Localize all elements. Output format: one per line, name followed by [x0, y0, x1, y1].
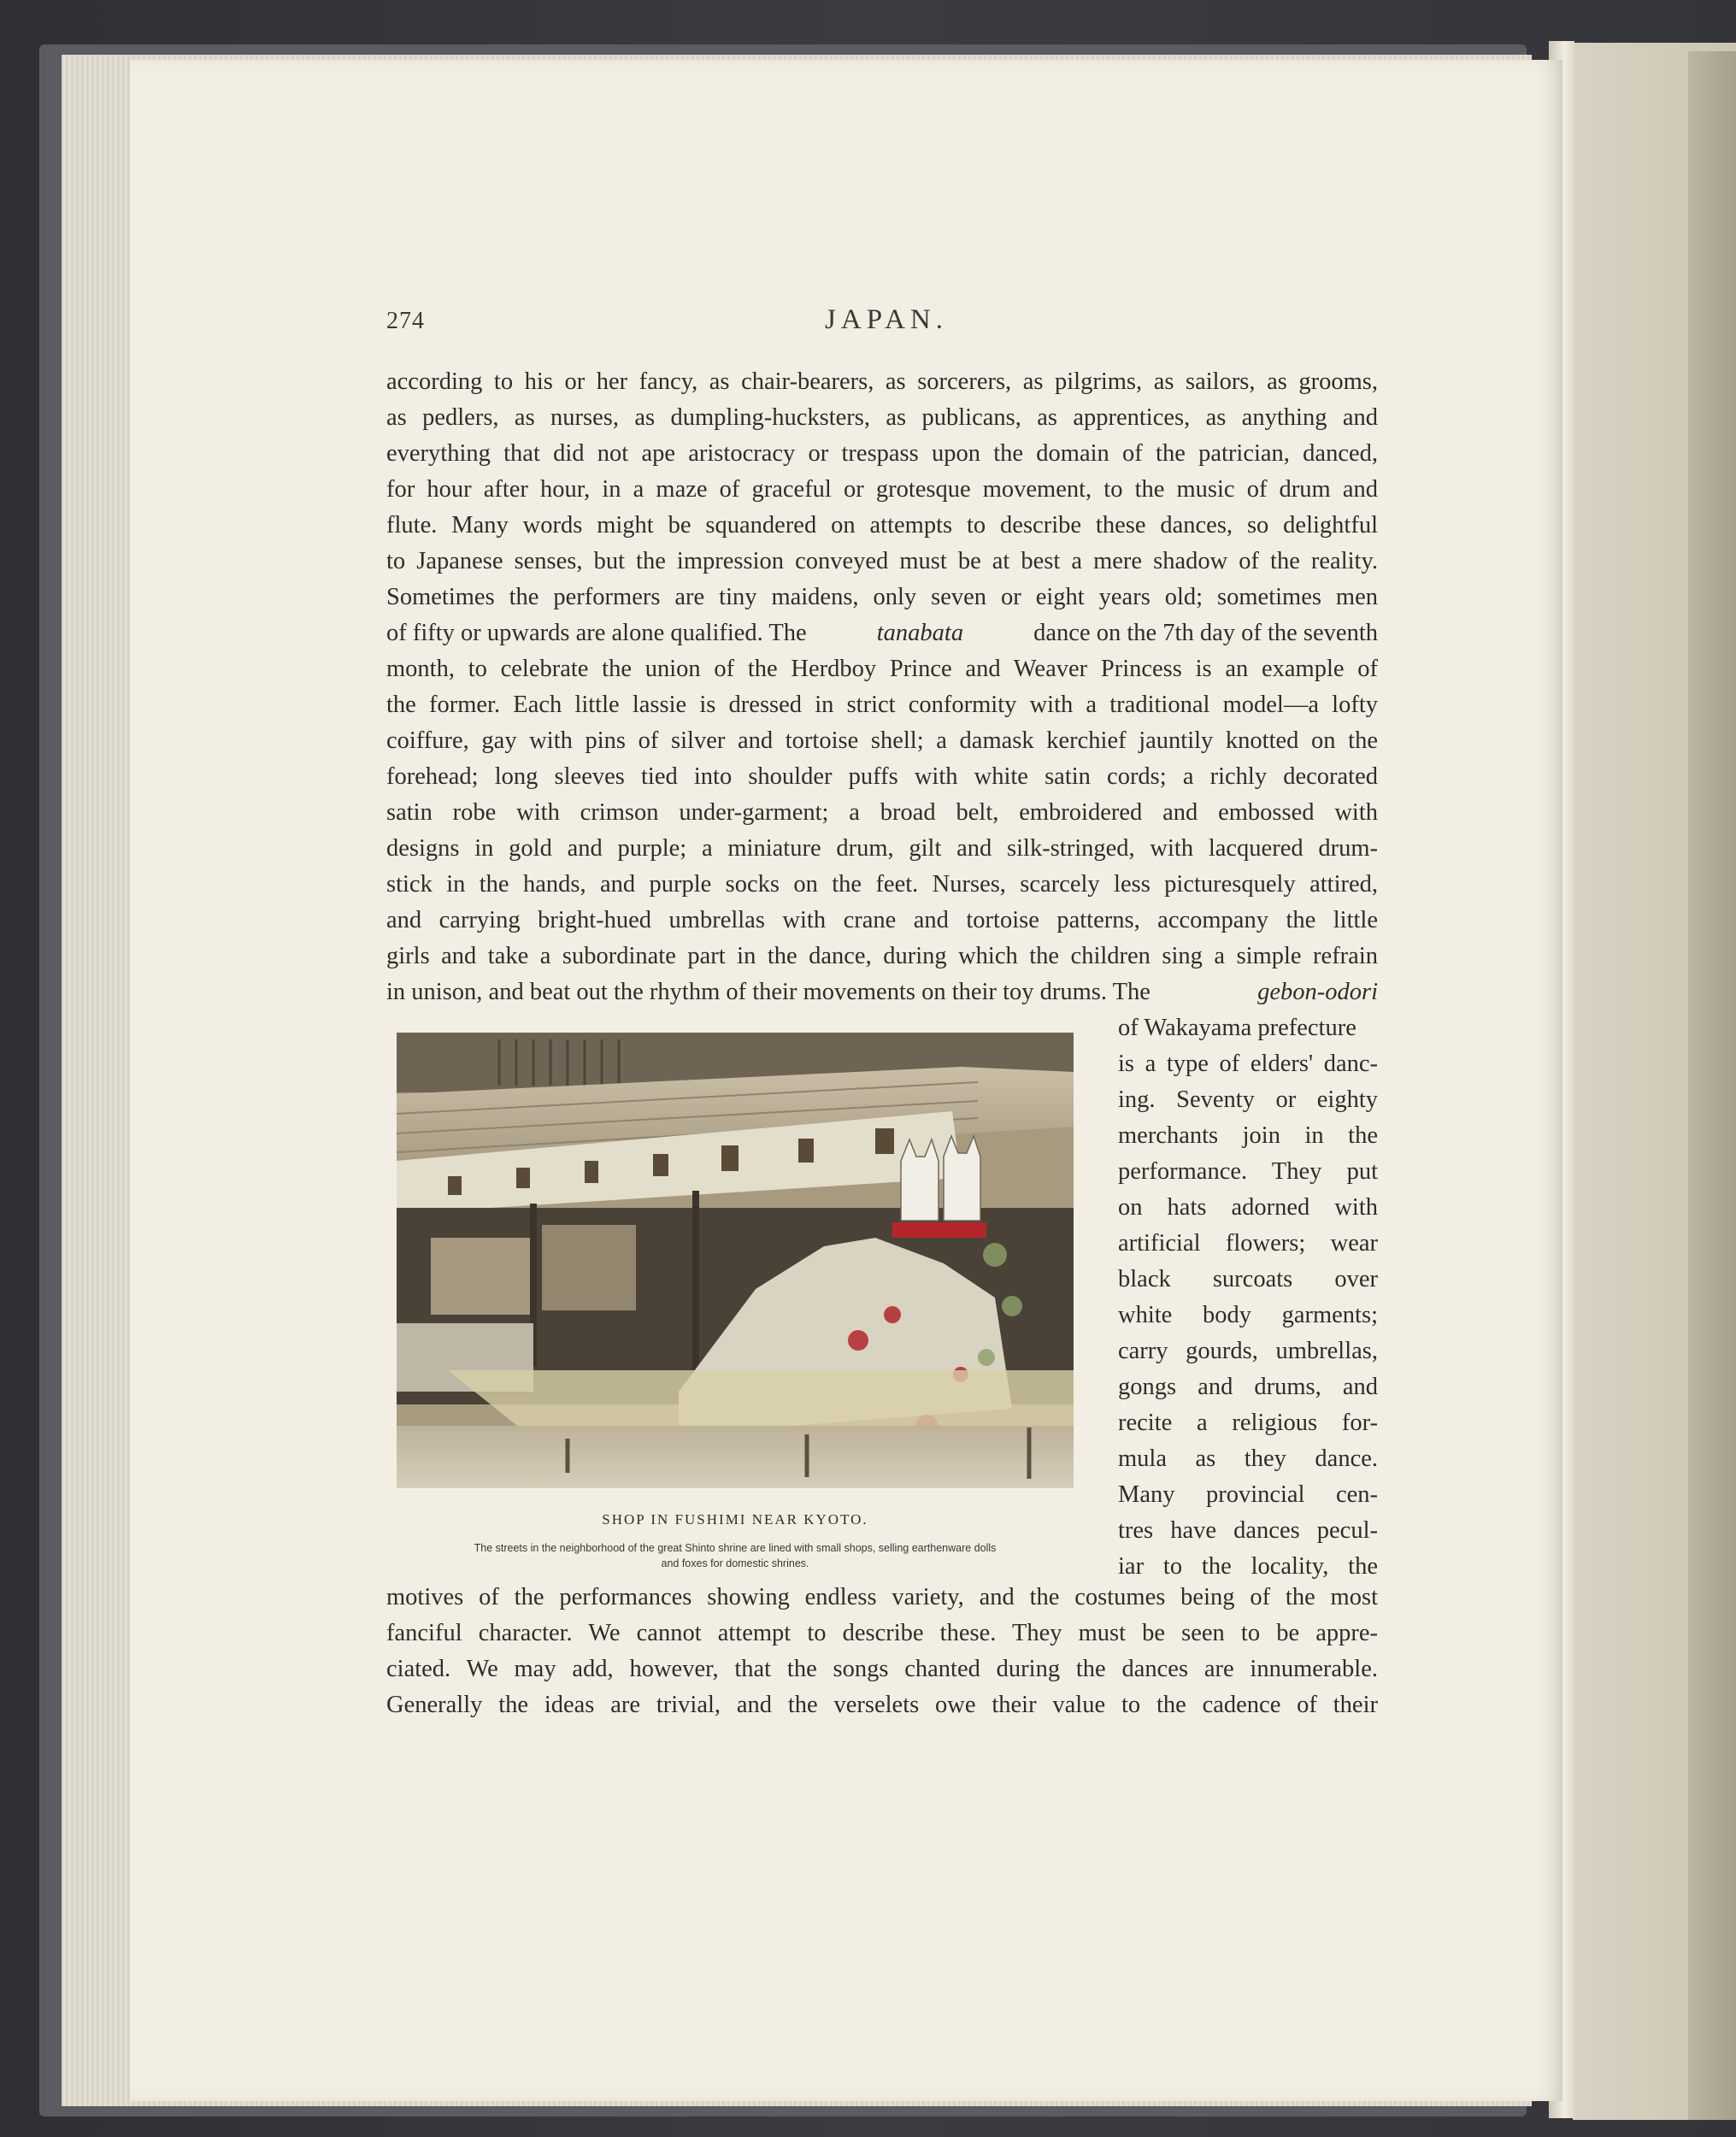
text-line: for hour after hour, in a maze of graceful or grotesque movement, to the music of drum and: [386, 476, 1378, 503]
shop-photograph: [397, 1033, 1074, 1488]
side-text-line: black surcoats over: [1118, 1266, 1378, 1292]
side-text-line: white body garments;: [1118, 1302, 1378, 1328]
side-text-line: iar to the locality, the: [1118, 1553, 1378, 1580]
text-line: girls and take a subordinate part in the dance, during which the children sing a simple refrain: [386, 943, 1378, 969]
side-text-line: gongs and drums, and: [1118, 1374, 1378, 1400]
side-text-line: performance. They put: [1118, 1158, 1378, 1185]
text-line: and carrying bright-hued umbrellas with crane and tortoise patterns, accompany the little: [386, 907, 1378, 933]
running-head: [386, 304, 1386, 350]
text-line: flute. Many words might be squandered on attempts to describe these dances, so delightful: [386, 512, 1378, 539]
text-segment: dance on the 7th day of the seventh: [1033, 620, 1378, 646]
side-text-line: artificial flowers; wear: [1118, 1230, 1378, 1257]
text-line: everything that did not ape aristocracy or trespass upon the domain of the patrician, danced,: [386, 440, 1378, 467]
side-text-line: ing. Seventy or eighty: [1118, 1086, 1378, 1113]
italic-term: tanabata: [876, 620, 964, 646]
text-segment: of fifty or upwards are alone qualified. The: [386, 620, 807, 646]
text-line: as pedlers, as nurses, as dumpling-hucksters, as publicans, as apprentices, as anything and: [386, 404, 1378, 431]
side-text-line: is a type of elders' danc-: [1118, 1051, 1378, 1077]
text-line: Generally the ideas are trivial, and the verselets owe their value to the cadence of their: [386, 1692, 1378, 1718]
side-text-line: carry gourds, umbrellas,: [1118, 1338, 1378, 1364]
text-segment: in unison, and beat out the rhythm of their movements on their toy drums. The: [386, 979, 1150, 1005]
text-line: ciated. We may add, however, that the songs chanted during the dances are innumerable.: [386, 1656, 1378, 1682]
side-text-line: mula as they dance.: [1118, 1445, 1378, 1472]
red-stand: [892, 1222, 986, 1238]
side-text-line: on hats adorned with: [1118, 1194, 1378, 1221]
caption-line: and foxes for domestic shrines.: [661, 1557, 809, 1569]
text-line: motives of the performances showing endless variety, and the costumes being of the most: [386, 1584, 1378, 1610]
figure-caption: [397, 1540, 1074, 1571]
text-line: the former. Each little lassie is dressed in strict conformity with a traditional model—a lofty: [386, 692, 1378, 718]
text-line: month, to celebrate the union of the Herdboy Prince and Weaver Princess is an example of: [386, 656, 1378, 682]
page-number: 274: [386, 308, 425, 334]
photograph-drawing: [397, 1033, 1074, 1488]
text-line: satin robe with crimson under-garment; a broad belt, embroidered and embossed with: [386, 799, 1378, 826]
running-title: JAPAN.: [825, 304, 948, 335]
side-text-line: Many provincial cen-: [1118, 1481, 1378, 1508]
text-line: stick in the hands, and purple socks on the feet. Nurses, scarcely less picturesquely attired,: [386, 871, 1378, 898]
facing-page-edge: [1688, 51, 1736, 2120]
text-line: coiffure, gay with pins of silver and tortoise shell; a damask kerchief jauntily knotted on the: [386, 727, 1378, 754]
italic-term: gebon-odori: [1257, 979, 1378, 1005]
side-text-line: tres have dances pecul-: [1118, 1517, 1378, 1544]
text-line: [386, 615, 1378, 651]
text-line: forehead; long sleeves tied into shoulder puffs with white satin cords; a richly decorated: [386, 763, 1378, 790]
figure-caption-title: SHOP IN FUSHIMI NEAR KYOTO.: [602, 1511, 868, 1528]
side-text-line: recite a religious for-: [1118, 1410, 1378, 1436]
street-ground: [397, 1426, 1074, 1488]
side-text-line: merchants join in the: [1118, 1122, 1378, 1149]
text-line: fanciful character. We cannot attempt to describe these. They must be seen to be appre-: [386, 1620, 1378, 1646]
text-line: to Japanese senses, but the impression conveyed must be at best a mere shadow of the reality.: [386, 548, 1378, 574]
caption-line: The streets in the neighborhood of the great Shinto shrine are lined with small shops, selling earthenware dolls: [474, 1542, 997, 1554]
side-text-line: of Wakayama prefecture: [1118, 1015, 1356, 1041]
text-line: designs in gold and purple; a miniature drum, gilt and silk-stringed, with lacquered drum-: [386, 835, 1378, 862]
text-line: Sometimes the performers are tiny maidens, only seven or eight years old; sometimes men: [386, 584, 1378, 610]
text-line: according to his or her fancy, as chair-bearers, as sorcerers, as pilgrims, as sailors, as grooms,: [386, 368, 1378, 395]
text-line: [386, 974, 1378, 1010]
